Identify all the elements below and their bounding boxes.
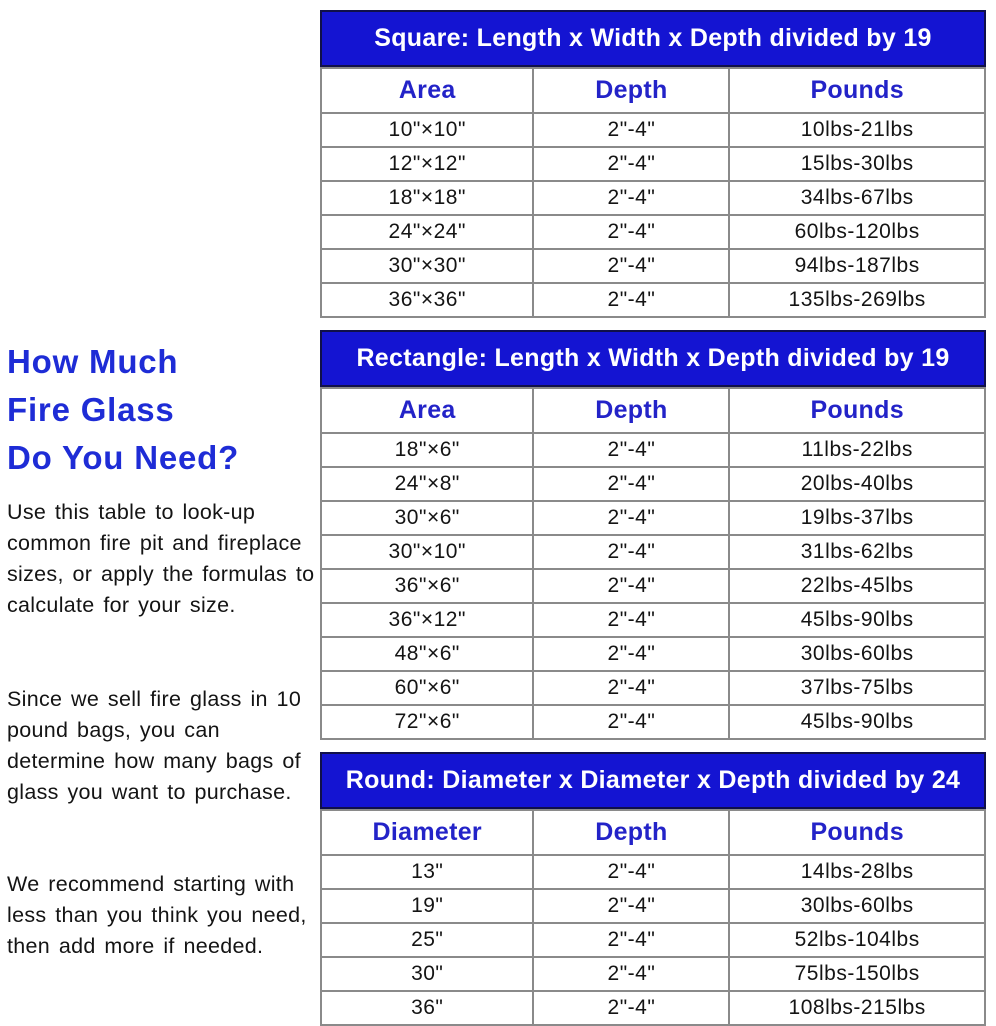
table-row xyxy=(321,113,985,147)
table-cell: 108lbs-215lbs xyxy=(729,991,985,1025)
table-cell: 2"-4" xyxy=(533,957,729,991)
column-header-depth: Depth xyxy=(533,810,729,855)
rectangle-table-section xyxy=(320,330,986,740)
table-cell: 30"×10" xyxy=(321,535,533,569)
table-row xyxy=(321,147,985,181)
table-row xyxy=(321,637,985,671)
intro-heading-line-3: Do You Need? xyxy=(7,439,240,476)
square-table-title-bar: Square: Length x Width x Depth divided by 19 xyxy=(320,10,986,67)
table-cell: 52lbs-104lbs xyxy=(729,923,985,957)
table-cell: 13" xyxy=(321,855,533,889)
table-cell: 45lbs-90lbs xyxy=(729,705,985,739)
table-row xyxy=(321,215,985,249)
table-cell: 36"×12" xyxy=(321,603,533,637)
table-cell: 2"-4" xyxy=(533,923,729,957)
table-row xyxy=(321,467,985,501)
table-cell: 45lbs-90lbs xyxy=(729,603,985,637)
intro-paragraph-lookup: Use this table to look-up common fire pit and fireplace sizes, or apply the formulas to calculate for your size. xyxy=(7,500,315,617)
table-cell: 19lbs-37lbs xyxy=(729,501,985,535)
intro-heading-line-2: Fire Glass xyxy=(7,391,175,428)
table-row xyxy=(321,705,985,739)
table-cell: 2"-4" xyxy=(533,283,729,317)
table-cell: 36"×6" xyxy=(321,569,533,603)
table-row xyxy=(321,283,985,317)
column-header-pounds: Pounds xyxy=(729,388,985,433)
table-row xyxy=(321,855,985,889)
table-row xyxy=(321,535,985,569)
table-cell: 2"-4" xyxy=(533,181,729,215)
table-cell: 10lbs-21lbs xyxy=(729,113,985,147)
square-table-section xyxy=(320,10,986,318)
table-cell: 2"-4" xyxy=(533,501,729,535)
column-header-pounds: Pounds xyxy=(729,810,985,855)
round-table xyxy=(320,809,986,1026)
table-cell: 14lbs-28lbs xyxy=(729,855,985,889)
table-cell: 30"×6" xyxy=(321,501,533,535)
table-cell: 60"×6" xyxy=(321,671,533,705)
intro-heading xyxy=(7,338,239,482)
table-cell: 94lbs-187lbs xyxy=(729,249,985,283)
column-header-depth: Depth xyxy=(533,388,729,433)
table-cell: 30"×30" xyxy=(321,249,533,283)
table-cell: 36"×36" xyxy=(321,283,533,317)
table-cell: 30lbs-60lbs xyxy=(729,637,985,671)
table-row xyxy=(321,569,985,603)
table-row xyxy=(321,889,985,923)
table-row xyxy=(321,671,985,705)
table-cell: 2"-4" xyxy=(533,249,729,283)
round-table-title-bar: Round: Diameter x Diameter x Depth divided by 24 xyxy=(320,752,986,809)
round-table-section xyxy=(320,752,986,1026)
square-table xyxy=(320,67,986,318)
table-row xyxy=(321,603,985,637)
intro-paragraph-recommend: We recommend starting with less than you think you need, then add more if needed. xyxy=(7,872,307,958)
table-row xyxy=(321,923,985,957)
table-cell: 25" xyxy=(321,923,533,957)
column-header-diameter: Diameter xyxy=(321,810,533,855)
column-header-row xyxy=(321,810,985,855)
table-cell: 60lbs-120lbs xyxy=(729,215,985,249)
table-cell: 2"-4" xyxy=(533,467,729,501)
table-cell: 19" xyxy=(321,889,533,923)
rectangle-table xyxy=(320,387,986,740)
table-cell: 2"-4" xyxy=(533,705,729,739)
table-cell: 11lbs-22lbs xyxy=(729,433,985,467)
table-cell: 2"-4" xyxy=(533,147,729,181)
table-row xyxy=(321,991,985,1025)
table-cell: 20lbs-40lbs xyxy=(729,467,985,501)
table-cell: 34lbs-67lbs xyxy=(729,181,985,215)
table-row xyxy=(321,249,985,283)
size-tables xyxy=(320,10,986,1026)
table-cell: 37lbs-75lbs xyxy=(729,671,985,705)
table-cell: 36" xyxy=(321,991,533,1025)
table-cell: 2"-4" xyxy=(533,603,729,637)
table-cell: 22lbs-45lbs xyxy=(729,569,985,603)
table-cell: 10"×10" xyxy=(321,113,533,147)
table-cell: 2"-4" xyxy=(533,535,729,569)
table-row xyxy=(321,433,985,467)
intro-heading-line-1: How Much xyxy=(7,343,179,380)
table-cell: 2"-4" xyxy=(533,433,729,467)
column-header-area: Area xyxy=(321,68,533,113)
table-cell: 135lbs-269lbs xyxy=(729,283,985,317)
column-header-pounds: Pounds xyxy=(729,68,985,113)
table-cell: 48"×6" xyxy=(321,637,533,671)
table-cell: 2"-4" xyxy=(533,637,729,671)
column-header-depth: Depth xyxy=(533,68,729,113)
table-row xyxy=(321,181,985,215)
table-row xyxy=(321,957,985,991)
table-row xyxy=(321,501,985,535)
table-cell: 2"-4" xyxy=(533,113,729,147)
column-header-row xyxy=(321,388,985,433)
table-cell: 2"-4" xyxy=(533,855,729,889)
table-cell: 30" xyxy=(321,957,533,991)
table-cell: 24"×24" xyxy=(321,215,533,249)
table-cell: 2"-4" xyxy=(533,215,729,249)
table-cell: 2"-4" xyxy=(533,991,729,1025)
table-cell: 2"-4" xyxy=(533,569,729,603)
table-cell: 18"×18" xyxy=(321,181,533,215)
table-cell: 18"×6" xyxy=(321,433,533,467)
table-cell: 31lbs-62lbs xyxy=(729,535,985,569)
table-cell: 24"×8" xyxy=(321,467,533,501)
table-cell: 2"-4" xyxy=(533,671,729,705)
table-cell: 2"-4" xyxy=(533,889,729,923)
table-cell: 72"×6" xyxy=(321,705,533,739)
rectangle-table-title-bar: Rectangle: Length x Width x Depth divided by 19 xyxy=(320,330,986,387)
table-cell: 75lbs-150lbs xyxy=(729,957,985,991)
column-header-area: Area xyxy=(321,388,533,433)
intro-paragraph-bags: Since we sell fire glass in 10 pound bags, you can determine how many bags of glass you want to purchase. xyxy=(7,687,302,804)
column-header-row xyxy=(321,68,985,113)
table-cell: 30lbs-60lbs xyxy=(729,889,985,923)
table-cell: 15lbs-30lbs xyxy=(729,147,985,181)
table-cell: 12"×12" xyxy=(321,147,533,181)
